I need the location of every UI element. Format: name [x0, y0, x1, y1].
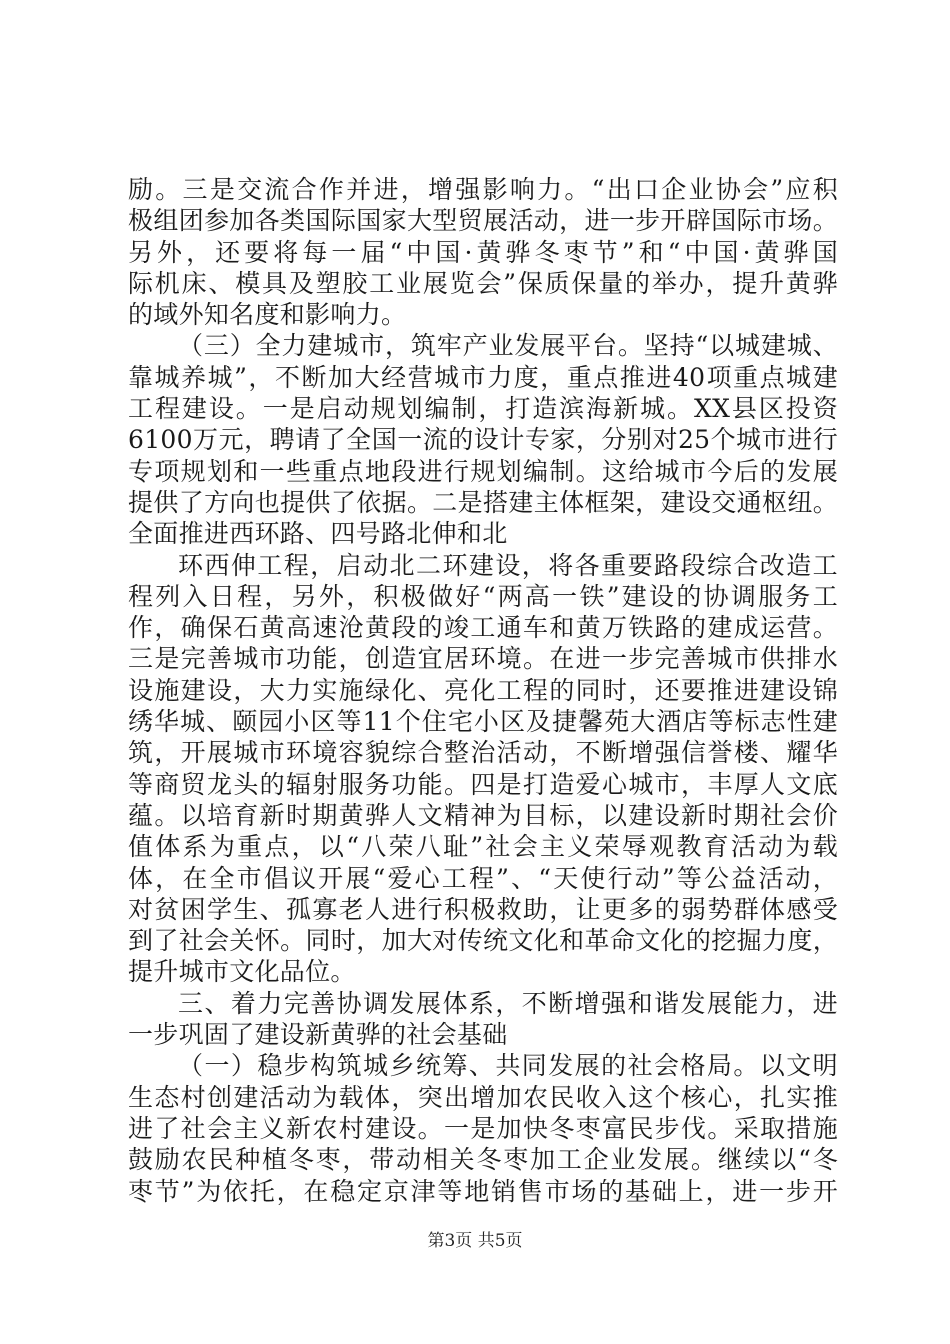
text-line: 三是完善城市功能，创造宜居环境。在进一步完善城市供排水 — [128, 644, 838, 674]
text-line: 生态村创建活动为载体，突出增加农民收入这个核心，扎实推 — [128, 1082, 838, 1112]
text-line: 一步巩固了建设新黄骅的社会基础 — [128, 1020, 508, 1050]
text-line: 工程建设。一是启动规划编制，打造滨海新城。XX县区投资 — [128, 394, 838, 424]
text-line: （三）全力建城市，筑牢产业发展平台。坚持“以城建城、 — [178, 331, 838, 361]
text-line: 的域外知名度和影响力。 — [128, 300, 407, 330]
text-line: 6100万元，聘请了全国一流的设计专家，分别对25个城市进行 — [128, 425, 838, 455]
text-line: 设施建设，大力实施绿化、亮化工程的同时，还要推进建设锦 — [128, 675, 838, 705]
document-body — [128, 174, 838, 1207]
text-line: 极组团参加各类国际国家大型贸展活动，进一步开辟国际市场。 — [128, 206, 838, 236]
text-line: 到了社会关怀。同时，加大对传统文化和革命文化的挖掘力度， — [128, 926, 838, 956]
page-footer: 第3页 共5页 — [427, 1231, 523, 1251]
text-line: 蕴。以培育新时期黄骅人文精神为目标，以建设新时期社会价 — [128, 800, 838, 830]
text-line: 对贫困学生、孤寡老人进行积极救助，让更多的弱势群体感受 — [128, 894, 838, 924]
text-line: 枣节”为依托，在稳定京津等地销售市场的基础上，进一步开 — [128, 1176, 838, 1206]
text-line: 值体系为重点，以“八荣八耻”社会主义荣辱观教育活动为载 — [128, 832, 838, 862]
text-line: 鼓励农民种植冬枣，带动相关冬枣加工企业发展。继续以“冬 — [128, 1145, 838, 1175]
text-line: 提供了方向也提供了依据。二是搭建主体框架，建设交通枢纽。 — [128, 487, 838, 517]
text-line: 体，在全市倡议开展“爱心工程”、“天使行动”等公益活动， — [128, 863, 838, 893]
text-line: 绣华城、颐园小区等11个住宅小区及捷馨苑大酒店等标志性建 — [128, 707, 838, 737]
text-line: 进了社会主义新农村建设。一是加快冬枣富民步伐。采取措施 — [128, 1113, 838, 1143]
text-line: 等商贸龙头的辐射服务功能。四是打造爱心城市，丰厚人文底 — [128, 769, 838, 799]
text-line: 三、着力完善协调发展体系，不断增强和谐发展能力，进 — [178, 988, 838, 1018]
text-line: 全面推进西环路、四号路北伸和北 — [128, 519, 508, 549]
text-line: 专项规划和一些重点地段进行规划编制。这给城市今后的发展 — [128, 456, 838, 486]
text-line: 际机床、模具及塑胶工业展览会”保质保量的举办，提升黄骅 — [128, 268, 838, 298]
text-line: 筑，开展城市环境容貌综合整治活动，不断增强信誉楼、耀华 — [128, 738, 838, 768]
text-line: 提升城市文化品位。 — [128, 957, 356, 987]
text-line: （一）稳步构筑城乡统筹、共同发展的社会格局。以文明 — [178, 1051, 838, 1081]
text-line: 环西伸工程，启动北二环建设，将各重要路段综合改造工 — [178, 550, 838, 580]
text-line: 励。三是交流合作并进，增强影响力。“出口企业协会”应积 — [128, 175, 838, 204]
text-line: 作，确保石黄高速沧黄段的竣工通车和黄万铁路的建成运营。 — [128, 613, 838, 643]
text-line: 程列入日程，另外，积极做好“两高一铁”建设的协调服务工 — [128, 581, 838, 611]
text-line: 另外，还要将每一届“中国·黄骅冬枣节”和“中国·黄骅国 — [128, 237, 838, 267]
text-line: 靠城养城”，不断加大经营城市力度，重点推进40项重点城建 — [128, 362, 838, 392]
